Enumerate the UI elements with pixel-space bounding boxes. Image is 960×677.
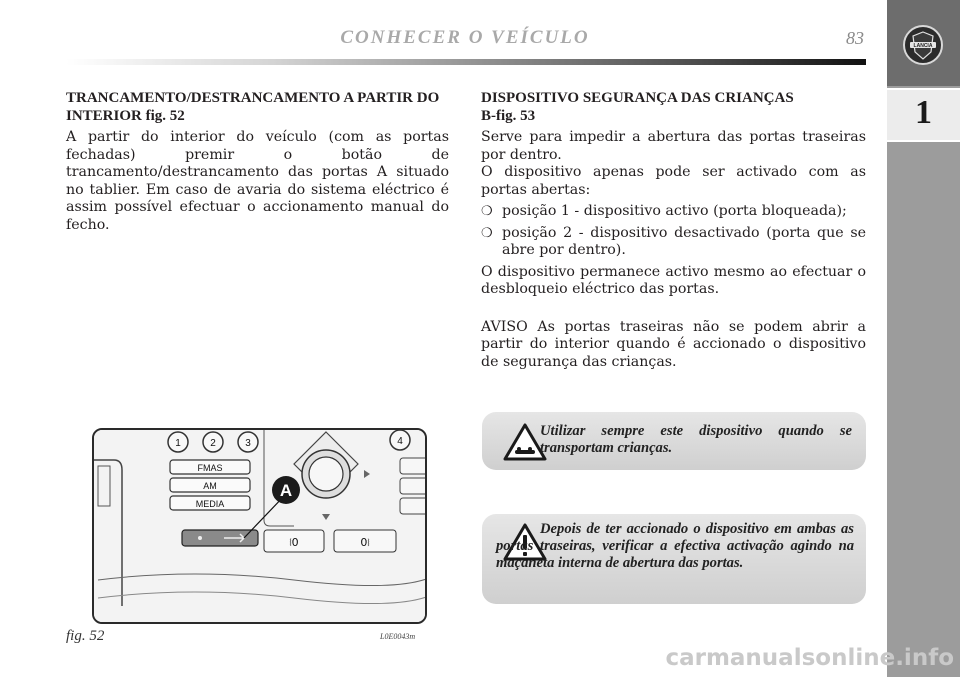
bullet-circle-icon: ❍	[481, 225, 493, 241]
bullet-circle-icon: ❍	[481, 204, 493, 219]
paragraph-activation: O dispositivo apenas pode ser activado com as portas abertas:	[481, 164, 866, 198]
chapter-number: 1	[915, 94, 932, 131]
figure-code: L0E0043m	[380, 632, 416, 641]
warning-text: Depois de ter accionado o dispositivo em ambas as portas traseiras, verificar a efectiva activação agindo na maçaneta interna de abertura das portas.	[496, 521, 854, 571]
list-item	[481, 203, 866, 221]
preset-button	[203, 432, 223, 452]
preset-label: 1	[175, 438, 181, 449]
right-column	[481, 90, 866, 371]
dashboard-illustration	[94, 430, 427, 624]
band-button-label: MEDIA	[195, 499, 225, 509]
preset-button	[238, 432, 258, 452]
preset-button	[390, 430, 410, 450]
figure-dashboard-controls	[92, 428, 427, 624]
heading-line-1: DISPOSITIVO SEGURANÇA DAS CRIANÇAS	[481, 90, 794, 106]
paragraph-locking: A partir do interior do veículo (com as portas fechadas) premir o botão de trancamento/destrancamento das portas A situado no tablier. Em caso de avaria do sistema eléctrico é assim possível efectuar o accionamento manual do fecho.	[66, 129, 449, 233]
preset-label: 2	[210, 438, 216, 449]
left-column	[66, 90, 449, 234]
preset-label: 3	[245, 438, 251, 449]
paragraph-purpose: Serve para impedir a abertura das portas traseiras por dentro.	[481, 129, 866, 163]
section-heading-locking: TRANCAMENTO/DESTRANCAMENTO A PARTIR DO INTERIOR fig. 52	[66, 90, 440, 124]
paragraph-notice: AVISO As portas traseiras não se podem abrir a partir do interior quando é accionado o dispositivo de segurança das crianças.	[481, 318, 866, 370]
svg-text:LANCIA: LANCIA	[913, 43, 933, 49]
header-rule	[66, 59, 866, 65]
paragraph-electric-unlock: O dispositivo permanece activo mesmo ao efectuar o desbloqueio eléctrico das portas.	[481, 263, 866, 297]
svg-text:0⧘: 0⧘	[360, 536, 370, 549]
page-number: 83	[846, 28, 864, 48]
svg-text:⧙0: ⧙0	[289, 536, 299, 549]
band-button-label: AM	[203, 481, 217, 491]
section-heading-child-safety	[481, 90, 866, 125]
list-item-text: posição 1 - dispositivo activo (porta bloqueada);	[502, 203, 847, 219]
page-header-title: CONHECER O VEÍCULO	[340, 27, 590, 48]
list-item-text: posição 2 - dispositivo desactivado (porta que se abre por dentro).	[502, 224, 866, 258]
preset-button	[168, 432, 188, 452]
callout-a: A	[279, 481, 293, 500]
band-button-label: FMAS	[197, 463, 223, 473]
warning-box-verify	[482, 514, 866, 604]
warning-text: Utilizar sempre este dispositivo quando se transportam crianças.	[540, 423, 852, 456]
heading-line-2: B-fig. 53	[481, 107, 536, 124]
warning-box-children	[482, 412, 866, 470]
list-item	[481, 225, 866, 260]
watermark-text: carmanualsonline.info	[665, 645, 954, 671]
preset-label: 4	[397, 436, 403, 447]
lancia-shield-icon	[902, 24, 944, 66]
figure-label: fig. 52	[66, 628, 105, 644]
